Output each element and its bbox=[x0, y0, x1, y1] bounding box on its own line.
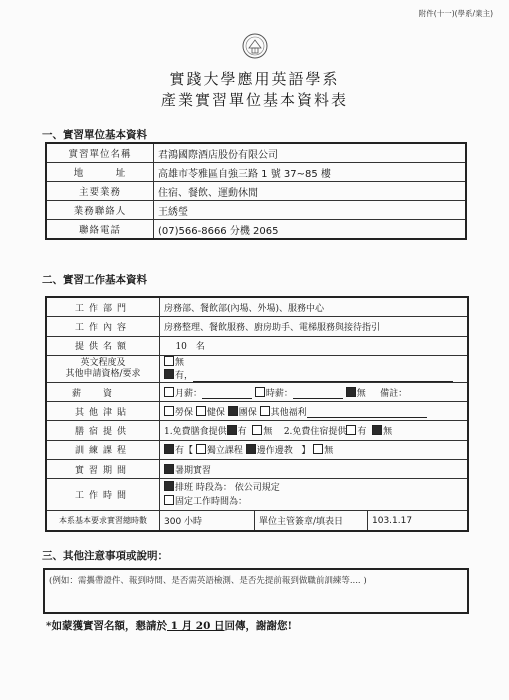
board-value bbox=[160, 421, 469, 440]
table-row bbox=[46, 182, 466, 201]
table-row bbox=[46, 355, 468, 382]
shift-checkbox[interactable] bbox=[164, 481, 174, 491]
hours-label: 工作時間 bbox=[46, 479, 160, 511]
training-close-bracket: 】 bbox=[301, 446, 311, 457]
table-row bbox=[46, 382, 468, 401]
board-food-no-checkbox[interactable] bbox=[252, 425, 262, 435]
board-lodging-yes-checkbox[interactable] bbox=[346, 425, 356, 435]
group-insurance-label: 團保 bbox=[238, 407, 257, 418]
annex-label: 附件(十一)(學系/業主) bbox=[418, 9, 493, 18]
dept-label: 工作部門 bbox=[46, 297, 160, 317]
address-label: 地 址 bbox=[46, 163, 154, 182]
table-row bbox=[46, 317, 468, 336]
internship-info-table bbox=[45, 296, 469, 532]
summer-internship-checkbox[interactable] bbox=[164, 464, 174, 474]
labor-insurance-checkbox[interactable] bbox=[164, 406, 174, 416]
footer-prefix: *如蒙獲實習名額，懇請於 bbox=[46, 620, 167, 632]
training-none-checkbox[interactable] bbox=[313, 444, 323, 454]
training-yes-checkbox[interactable] bbox=[164, 444, 174, 454]
phone-label: 聯絡電話 bbox=[46, 220, 154, 240]
table-row bbox=[46, 479, 468, 511]
contact-value[interactable]: 王綉瑩 bbox=[154, 201, 467, 220]
section2-heading: 二、實習工作基本資料 bbox=[42, 274, 147, 286]
total-hours-value[interactable]: 300 小時 bbox=[160, 511, 255, 531]
shift-label: 排班 時段為： 依公司規定 bbox=[175, 482, 280, 493]
hours-value bbox=[160, 479, 469, 511]
organization-info-table bbox=[45, 142, 467, 240]
english-none-label: 無 bbox=[175, 357, 185, 368]
salary-monthly-line[interactable] bbox=[202, 398, 252, 399]
phone-value[interactable]: (07)566-8666 分機 2065 bbox=[154, 220, 467, 240]
other-benefit-label: 其他福利 bbox=[270, 407, 307, 418]
footer-note bbox=[46, 618, 292, 633]
health-insurance-label: 健保 bbox=[206, 407, 225, 418]
english-none-checkbox[interactable] bbox=[164, 356, 174, 366]
section1-heading: 一、實習單位基本資料 bbox=[42, 129, 147, 141]
salary-value bbox=[160, 382, 469, 401]
salary-monthly-checkbox[interactable] bbox=[164, 387, 174, 397]
salary-label: 薪資 bbox=[46, 382, 160, 401]
board-food-label: 1.免費膳食提供 bbox=[164, 427, 227, 438]
table-row bbox=[46, 201, 466, 220]
footer-suffix: 回傳，謝謝您! bbox=[224, 620, 293, 632]
board-lodging-yes-label: 有 bbox=[357, 427, 367, 438]
table-row bbox=[46, 336, 468, 355]
salary-none-label: 無 bbox=[356, 388, 366, 399]
table-row bbox=[46, 163, 466, 182]
address-value[interactable]: 高雄市苓雅區自強三路 1 號 37~85 樓 bbox=[154, 163, 467, 182]
allowance-label: 其他津貼 bbox=[46, 402, 160, 421]
university-seal-icon bbox=[242, 33, 268, 59]
business-label: 主要業務 bbox=[46, 182, 154, 201]
quota-value[interactable] bbox=[160, 336, 469, 355]
english-value bbox=[160, 355, 469, 382]
salary-note-label: 備註： bbox=[380, 388, 408, 399]
salary-none-checkbox[interactable] bbox=[346, 387, 356, 397]
table-row bbox=[46, 460, 468, 479]
table-row bbox=[46, 421, 468, 440]
board-food-yes-checkbox[interactable] bbox=[227, 425, 237, 435]
health-insurance-checkbox[interactable] bbox=[196, 406, 206, 416]
section3-heading: 三、其他注意事項或說明： bbox=[42, 550, 168, 562]
board-lodging-label: 2.免費住宿提供 bbox=[283, 427, 347, 438]
period-label: 實習期間 bbox=[46, 460, 160, 479]
board-lodging-no-label: 無 bbox=[383, 427, 393, 438]
salary-hourly-checkbox[interactable] bbox=[255, 387, 265, 397]
other-benefit-line[interactable] bbox=[307, 417, 427, 418]
english-label bbox=[46, 355, 160, 382]
fixed-hours-label: 固定工作時間為： bbox=[175, 496, 248, 507]
table-row bbox=[46, 402, 468, 421]
notes-table bbox=[43, 568, 469, 614]
training-onjob-checkbox[interactable] bbox=[246, 444, 256, 454]
org-name-label: 實習單位名稱 bbox=[46, 143, 154, 163]
labor-insurance-label: 勞保 bbox=[175, 407, 194, 418]
department-title: 實踐大學應用英語學系 bbox=[169, 70, 340, 88]
period-value bbox=[160, 460, 469, 479]
allowance-value bbox=[160, 402, 469, 421]
contact-label: 業務聯絡人 bbox=[46, 201, 154, 220]
table-row bbox=[44, 569, 468, 613]
table-row bbox=[46, 220, 466, 240]
salary-monthly-label: 月薪： bbox=[175, 388, 203, 399]
board-lodging-no-checkbox[interactable] bbox=[372, 425, 382, 435]
dept-value[interactable]: 房務部、餐飲部(內場、外場)、服務中心 bbox=[160, 297, 469, 317]
table-row bbox=[46, 511, 468, 531]
total-hours-label: 本系基本要求實習總時數 bbox=[46, 511, 160, 531]
english-yes-checkbox[interactable] bbox=[164, 369, 174, 379]
english-label-line1: 英文程度及 bbox=[80, 357, 126, 368]
summer-internship-label: 暑期實習 bbox=[175, 465, 212, 476]
training-independent-label: 獨立課程 bbox=[206, 446, 243, 457]
sign-date-value[interactable]: 103.1.17 bbox=[368, 511, 469, 531]
training-label: 訓練課程 bbox=[46, 440, 160, 459]
form-title: 產業實習單位基本資料表 bbox=[160, 91, 348, 109]
business-value[interactable]: 住宿、餐飲、運動休閒 bbox=[154, 182, 467, 201]
english-yes-label: 有， bbox=[175, 370, 194, 381]
training-none-label: 無 bbox=[324, 446, 334, 457]
sign-label: 單位主管簽章/填表日 bbox=[255, 511, 368, 531]
quota-label: 提供名額 bbox=[46, 336, 160, 355]
salary-hourly-line[interactable] bbox=[293, 398, 343, 399]
training-value bbox=[160, 440, 469, 459]
table-row bbox=[46, 440, 468, 459]
training-yes-label: 有【 bbox=[175, 446, 194, 457]
english-requirement-line[interactable] bbox=[193, 381, 453, 382]
table-row bbox=[46, 297, 468, 317]
quota-text: 10 名 bbox=[175, 342, 205, 353]
board-food-yes-label: 有 bbox=[237, 427, 247, 438]
org-name-value[interactable]: 君鴻國際酒店股份有限公司 bbox=[154, 143, 467, 163]
fixed-hours-checkbox[interactable] bbox=[164, 495, 174, 505]
training-onjob-label: 邊作邊教 bbox=[256, 446, 293, 457]
footer-date: 1 月 20 日 bbox=[167, 620, 225, 632]
salary-hourly-label: 時薪： bbox=[265, 388, 293, 399]
training-independent-checkbox[interactable] bbox=[196, 444, 206, 454]
other-benefit-checkbox[interactable] bbox=[260, 406, 270, 416]
notes-field[interactable]: (例如：需攜帶證件、報到時間、是否需英語檢測、是否先提前報到做職前訓練等.... ) bbox=[44, 569, 468, 613]
table-row bbox=[46, 143, 466, 163]
content-value[interactable]: 房務整理、餐飲服務、廚房助手、電梯服務與接待指引 bbox=[160, 317, 469, 336]
board-label: 膳宿提供 bbox=[46, 421, 160, 440]
english-label-line2: 其他申請資格/要求 bbox=[65, 368, 141, 379]
board-food-no-label: 無 bbox=[263, 427, 273, 438]
content-label: 工作內容 bbox=[46, 317, 160, 336]
group-insurance-checkbox[interactable] bbox=[228, 406, 238, 416]
